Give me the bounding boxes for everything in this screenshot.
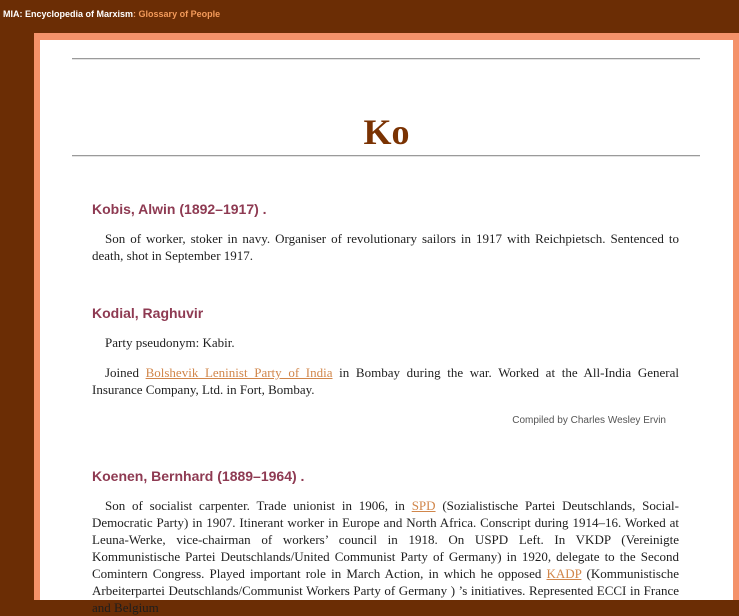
breadcrumb <box>0 0 739 30</box>
entry-heading-kodial: Kodial, Raghuvir <box>92 305 204 321</box>
entry-text-segment: Son of socialist carpenter. Trade unionist in 1906, in <box>105 498 412 513</box>
page-content <box>40 40 733 615</box>
entry-text-kodial <box>92 364 679 398</box>
entry-text-segment: (Sozialistische Partei Deutschlands, Social-Democratic Party) in 1907. Itinerant worker in Europe and North Africa. Conscript during 1914–16. Worked at Leuna-Werke, vice-chairman of workers’ council in 1918. On USPD Left. In VKDP (Vereinigte Kommunistische Partei Deutschlands/United Communist Party of Germany) in 1920, delegate to the Second Comintern Congress. Played important role in March Action, in which he opposed <box>92 498 679 581</box>
entry-text-segment: in Bombay during the war. Worked at the All-India General Insurance Company, Ltd. in Fort, Bombay. <box>92 365 679 397</box>
top-divider <box>72 58 700 60</box>
kadp-link[interactable]: KADP <box>546 566 582 581</box>
entry-text-koenen <box>92 497 679 616</box>
breadcrumb-separator: : <box>133 9 139 19</box>
compiled-by-credit: Compiled by Charles Wesley Ervin <box>512 415 666 426</box>
entry-heading-koenen: Koenen, Bernhard (1889–1964) . <box>92 468 305 484</box>
breadcrumb-encyclopedia-link[interactable]: Encyclopedia of Marxism <box>25 9 134 19</box>
entry-text-segment: (Kommunistische Arbeiterpartei Deutschlands/Communist Workers Party of Germany ) ’s initiatives. Represented ECCI in France and Belgium <box>92 566 679 615</box>
entry-text-segment: Joined <box>105 365 146 380</box>
breadcrumb-mia-link[interactable]: MIA <box>3 9 20 19</box>
page-title: Ko <box>363 112 410 153</box>
entry-heading-kobis: Kobis, Alwin (1892–1917) . <box>92 201 267 217</box>
entry-text-kodial-pseudonym: Party pseudonym: Kabir. <box>105 335 235 350</box>
spd-link[interactable]: SPD <box>411 498 436 513</box>
title-divider <box>72 155 700 157</box>
entry-text-kobis: Son of worker, stoker in navy. Organiser of revolutionary sailors in 1917 with Reichpietsch. Sentenced to death, shot in September 1917. <box>92 231 679 263</box>
bolshevik-leninist-party-link[interactable]: Bolshevik Leninist Party of India <box>145 365 333 380</box>
glossary-entries <box>92 200 679 616</box>
breadcrumb-current-page: Glossary of People <box>138 9 221 19</box>
breadcrumb-separator: : <box>19 9 25 19</box>
